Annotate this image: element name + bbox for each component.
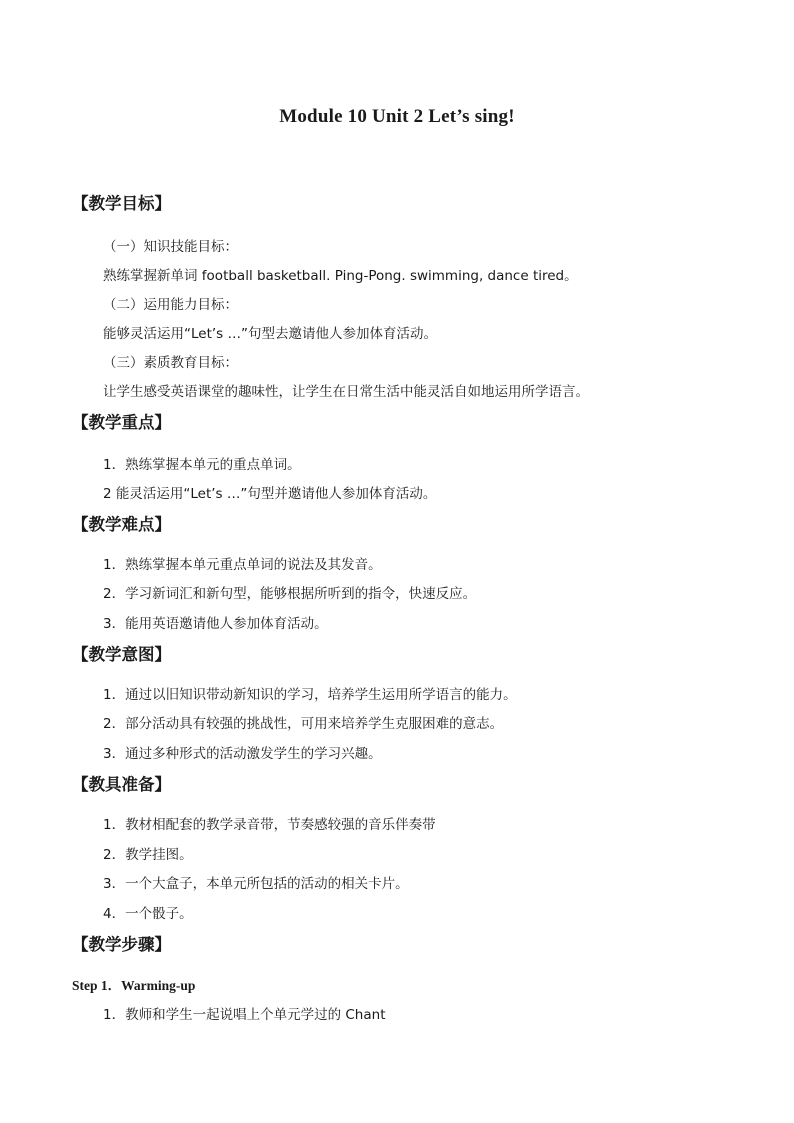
heading-teaching-steps: 【教学步骤】 <box>72 935 171 954</box>
difficulty-line: 3．能用英语邀请他人参加体育活动。 <box>103 616 328 632</box>
intent-line: 2．部分活动具有较强的挑战性，可用来培养学生克服困难的意志。 <box>103 716 504 732</box>
goal-line: （一）知识技能目标： <box>103 239 238 255</box>
key-point-line: 1．熟练掌握本单元的重点单词。 <box>103 457 301 473</box>
difficulty-line: 2．学习新词汇和新句型，能够根据所听到的指令，快速反应。 <box>103 586 477 602</box>
material-line: 4．一个骰子。 <box>103 906 193 922</box>
step-line: 1．教师和学生一起说唱上个单元学过的 Chant <box>103 1007 386 1023</box>
heading-materials: 【教具准备】 <box>72 775 171 794</box>
material-line: 1．教材相配套的教学录音带，节奏感较强的音乐伴奏带 <box>103 817 436 833</box>
goal-line: （二）运用能力目标： <box>103 297 238 313</box>
material-line: 2．教学挂图。 <box>103 847 193 863</box>
intent-line: 3．通过多种形式的活动激发学生的学习兴趣。 <box>103 746 382 762</box>
heading-teaching-intent: 【教学意图】 <box>72 645 171 664</box>
material-line: 3．一个大盒子，本单元所包括的活动的相关卡片。 <box>103 876 409 892</box>
step-label: Step 1．Warming-up <box>72 978 196 993</box>
difficulty-line: 1．熟练掌握本单元重点单词的说法及其发音。 <box>103 557 382 573</box>
goal-line: 熟练掌握新单词 football basketball. Ping-Pong. swimming, dance tired。 <box>103 268 578 284</box>
heading-difficulties: 【教学难点】 <box>72 515 171 534</box>
goal-line: 让学生感受英语课堂的趣味性，让学生在日常生活中能灵活自如地运用所学语言。 <box>103 384 589 400</box>
goal-line: （三）素质教育目标： <box>103 355 238 371</box>
key-point-line: 2 能灵活运用“Let’s …”句型并邀请他人参加体育活动。 <box>103 486 437 502</box>
heading-key-points: 【教学重点】 <box>72 413 171 432</box>
goal-line: 能够灵活运用“Let’s …”句型去邀请他人参加体育活动。 <box>103 326 437 342</box>
document-title: Module 10 Unit 2 Let’s sing! <box>279 106 515 127</box>
heading-teaching-goals: 【教学目标】 <box>72 194 171 213</box>
intent-line: 1．通过以旧知识带动新知识的学习，培养学生运用所学语言的能力。 <box>103 687 517 703</box>
